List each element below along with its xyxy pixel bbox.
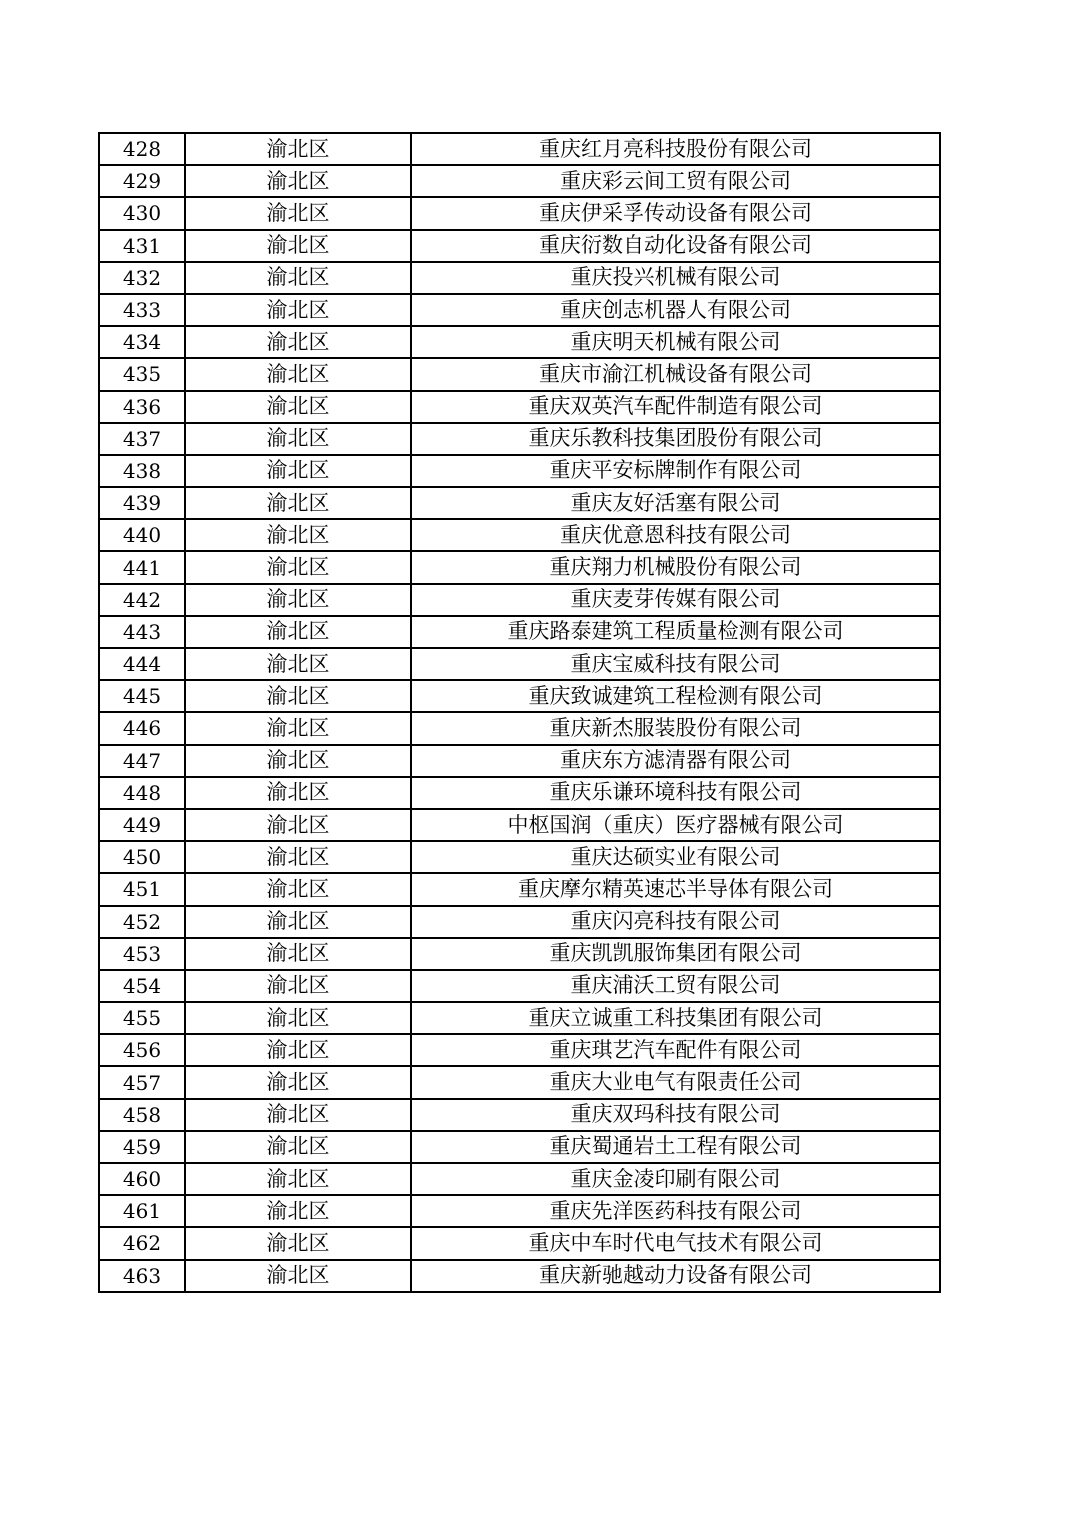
row-number-cell: 430: [99, 197, 185, 229]
district-cell: 渝北区: [185, 584, 411, 616]
district-cell: 渝北区: [185, 262, 411, 294]
row-number-cell: 450: [99, 841, 185, 873]
table-row: [99, 873, 940, 905]
company-name-cell: 重庆大业电气有限责任公司: [411, 1066, 940, 1098]
table-row: [99, 1002, 940, 1034]
district-cell: 渝北区: [185, 938, 411, 970]
company-name-cell: 重庆麦芽传媒有限公司: [411, 584, 940, 616]
row-number-cell: 459: [99, 1131, 185, 1163]
company-name-cell: 重庆先洋医药科技有限公司: [411, 1195, 940, 1227]
company-name-cell: 重庆金凌印刷有限公司: [411, 1163, 940, 1195]
company-name-cell: 重庆双英汽车配件制造有限公司: [411, 391, 940, 423]
company-name-cell: 重庆新杰服装股份有限公司: [411, 712, 940, 744]
district-cell: 渝北区: [185, 680, 411, 712]
row-number-cell: 449: [99, 809, 185, 841]
district-cell: 渝北区: [185, 519, 411, 551]
company-name-cell: 重庆友好活塞有限公司: [411, 487, 940, 519]
row-number-cell: 451: [99, 873, 185, 905]
district-cell: 渝北区: [185, 1227, 411, 1259]
company-name-cell: 重庆乐谦环境科技有限公司: [411, 777, 940, 809]
district-cell: 渝北区: [185, 970, 411, 1002]
row-number-cell: 461: [99, 1195, 185, 1227]
company-name-cell: 重庆中车时代电气技术有限公司: [411, 1227, 940, 1259]
company-name-cell: 重庆市渝江机械设备有限公司: [411, 358, 940, 390]
company-name-cell: 重庆蜀通岩土工程有限公司: [411, 1131, 940, 1163]
row-number-cell: 432: [99, 262, 185, 294]
table-row: [99, 745, 940, 777]
row-number-cell: 437: [99, 423, 185, 455]
table-row: [99, 165, 940, 197]
table-row: [99, 326, 940, 358]
company-name-cell: 重庆浦沃工贸有限公司: [411, 970, 940, 1002]
company-name-cell: 重庆立诚重工科技集团有限公司: [411, 1002, 940, 1034]
district-cell: 渝北区: [185, 616, 411, 648]
company-name-cell: 重庆平安标牌制作有限公司: [411, 455, 940, 487]
company-name-cell: 重庆闪亮科技有限公司: [411, 906, 940, 938]
company-name-cell: 中枢国润（重庆）医疗器械有限公司: [411, 809, 940, 841]
district-cell: 渝北区: [185, 133, 411, 165]
company-name-cell: 重庆创志机器人有限公司: [411, 294, 940, 326]
row-number-cell: 441: [99, 551, 185, 583]
district-cell: 渝北区: [185, 487, 411, 519]
row-number-cell: 447: [99, 745, 185, 777]
district-cell: 渝北区: [185, 230, 411, 262]
row-number-cell: 460: [99, 1163, 185, 1195]
company-name-cell: 重庆宝威科技有限公司: [411, 648, 940, 680]
company-name-cell: 重庆乐教科技集团股份有限公司: [411, 423, 940, 455]
table-row: [99, 841, 940, 873]
row-number-cell: 434: [99, 326, 185, 358]
district-cell: 渝北区: [185, 197, 411, 229]
district-cell: 渝北区: [185, 294, 411, 326]
table-row: [99, 358, 940, 390]
row-number-cell: 456: [99, 1034, 185, 1066]
row-number-cell: 433: [99, 294, 185, 326]
district-cell: 渝北区: [185, 1002, 411, 1034]
table-row: [99, 519, 940, 551]
row-number-cell: 443: [99, 616, 185, 648]
district-cell: 渝北区: [185, 1195, 411, 1227]
district-cell: 渝北区: [185, 1099, 411, 1131]
table-row: [99, 1227, 940, 1259]
table-row: [99, 809, 940, 841]
table-row: [99, 906, 940, 938]
district-cell: 渝北区: [185, 326, 411, 358]
table-row: [99, 1163, 940, 1195]
row-number-cell: 444: [99, 648, 185, 680]
district-cell: 渝北区: [185, 455, 411, 487]
row-number-cell: 438: [99, 455, 185, 487]
table-row: [99, 230, 940, 262]
company-name-cell: 重庆致诚建筑工程检测有限公司: [411, 680, 940, 712]
table-row: [99, 1034, 940, 1066]
table-row: [99, 1066, 940, 1098]
district-cell: 渝北区: [185, 391, 411, 423]
table-row: [99, 551, 940, 583]
company-name-cell: 重庆翔力机械股份有限公司: [411, 551, 940, 583]
company-list-table: [98, 132, 941, 1293]
row-number-cell: 440: [99, 519, 185, 551]
company-name-cell: 重庆琪艺汽车配件有限公司: [411, 1034, 940, 1066]
company-name-cell: 重庆优意恩科技有限公司: [411, 519, 940, 551]
table-row: [99, 262, 940, 294]
table-row: [99, 584, 940, 616]
table-row: [99, 423, 940, 455]
company-name-cell: 重庆彩云间工贸有限公司: [411, 165, 940, 197]
company-name-cell: 重庆明天机械有限公司: [411, 326, 940, 358]
row-number-cell: 452: [99, 906, 185, 938]
district-cell: 渝北区: [185, 1131, 411, 1163]
district-cell: 渝北区: [185, 745, 411, 777]
row-number-cell: 453: [99, 938, 185, 970]
table-row: [99, 1099, 940, 1131]
company-name-cell: 重庆衍数自动化设备有限公司: [411, 230, 940, 262]
row-number-cell: 435: [99, 358, 185, 390]
district-cell: 渝北区: [185, 551, 411, 583]
table-row: [99, 712, 940, 744]
table-row: [99, 777, 940, 809]
district-cell: 渝北区: [185, 1034, 411, 1066]
table-row: [99, 970, 940, 1002]
district-cell: 渝北区: [185, 1163, 411, 1195]
row-number-cell: 458: [99, 1099, 185, 1131]
table-row: [99, 133, 940, 165]
company-name-cell: 重庆双玛科技有限公司: [411, 1099, 940, 1131]
row-number-cell: 436: [99, 391, 185, 423]
table-row: [99, 294, 940, 326]
row-number-cell: 431: [99, 230, 185, 262]
row-number-cell: 457: [99, 1066, 185, 1098]
company-name-cell: 重庆摩尔精英速芯半导体有限公司: [411, 873, 940, 905]
company-name-cell: 重庆路泰建筑工程质量检测有限公司: [411, 616, 940, 648]
table-row: [99, 616, 940, 648]
row-number-cell: 454: [99, 970, 185, 1002]
table-row: [99, 1131, 940, 1163]
row-number-cell: 446: [99, 712, 185, 744]
district-cell: 渝北区: [185, 906, 411, 938]
district-cell: 渝北区: [185, 809, 411, 841]
table-row: [99, 648, 940, 680]
district-cell: 渝北区: [185, 873, 411, 905]
row-number-cell: 429: [99, 165, 185, 197]
district-cell: 渝北区: [185, 777, 411, 809]
district-cell: 渝北区: [185, 712, 411, 744]
company-name-cell: 重庆达硕实业有限公司: [411, 841, 940, 873]
company-name-cell: 重庆投兴机械有限公司: [411, 262, 940, 294]
table-row: [99, 680, 940, 712]
row-number-cell: 462: [99, 1227, 185, 1259]
row-number-cell: 448: [99, 777, 185, 809]
table-row: [99, 938, 940, 970]
company-name-cell: 重庆红月亮科技股份有限公司: [411, 133, 940, 165]
row-number-cell: 442: [99, 584, 185, 616]
company-name-cell: 重庆凯凯服饰集团有限公司: [411, 938, 940, 970]
row-number-cell: 439: [99, 487, 185, 519]
table-row: [99, 1195, 940, 1227]
district-cell: 渝北区: [185, 1260, 411, 1292]
table-body: [99, 133, 940, 1292]
company-name-cell: 重庆新驰越动力设备有限公司: [411, 1260, 940, 1292]
row-number-cell: 428: [99, 133, 185, 165]
district-cell: 渝北区: [185, 423, 411, 455]
district-cell: 渝北区: [185, 648, 411, 680]
row-number-cell: 445: [99, 680, 185, 712]
district-cell: 渝北区: [185, 1066, 411, 1098]
row-number-cell: 455: [99, 1002, 185, 1034]
table-row: [99, 391, 940, 423]
district-cell: 渝北区: [185, 358, 411, 390]
table-row: [99, 197, 940, 229]
table-row: [99, 455, 940, 487]
district-cell: 渝北区: [185, 165, 411, 197]
table-row: [99, 1260, 940, 1292]
company-name-cell: 重庆伊采孚传动设备有限公司: [411, 197, 940, 229]
district-cell: 渝北区: [185, 841, 411, 873]
company-name-cell: 重庆东方滤清器有限公司: [411, 745, 940, 777]
table-row: [99, 487, 940, 519]
row-number-cell: 463: [99, 1260, 185, 1292]
